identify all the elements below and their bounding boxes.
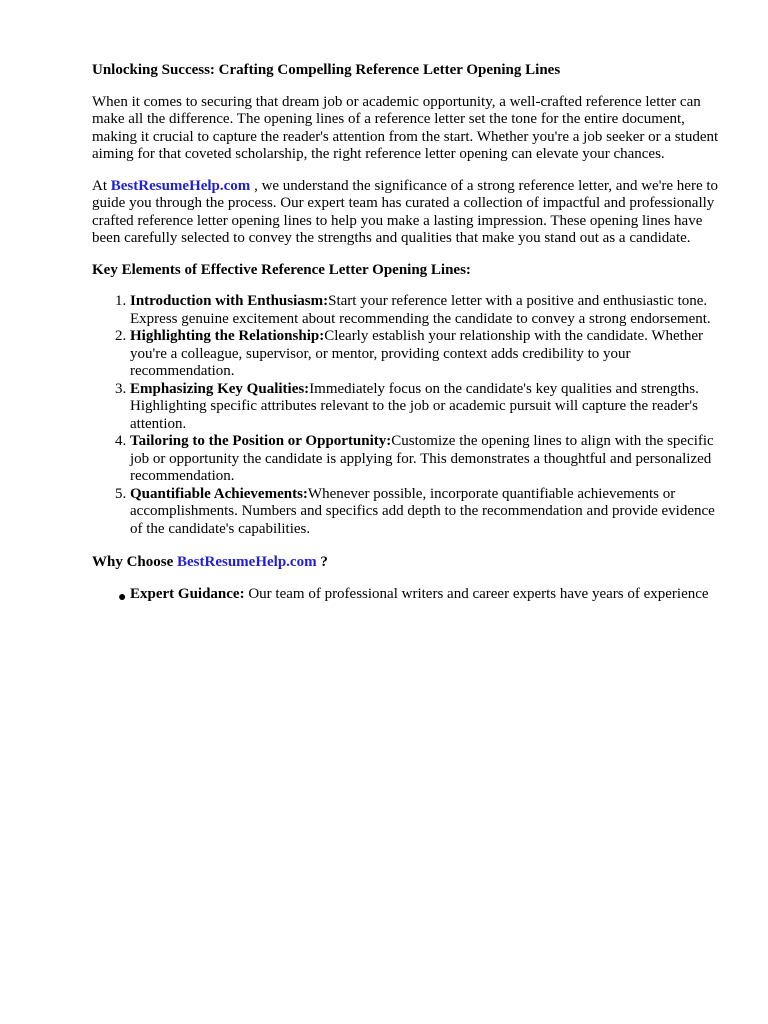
list-item <box>130 293 726 328</box>
service-paragraph <box>92 178 726 248</box>
list-item <box>118 585 726 605</box>
list-item <box>130 486 726 539</box>
list-item-text: Whenever possible, incorporate quantifiable achievements or accomplishments. Numbers and specifics add depth to the recommendation and provide evidence of the candidate's capabilities. <box>130 485 715 537</box>
bullet-icon: ● <box>118 589 127 605</box>
list-item <box>130 328 726 381</box>
list-item-text: Immediately focus on the candidate's key qualities and strengths. Highlighting specific attributes relevant to the job or academic pursuit will capture the reader's attention. <box>130 380 699 432</box>
bestresumehelp-link[interactable]: BestResumeHelp.com <box>110 177 251 194</box>
list-item <box>130 433 726 486</box>
why-choose-suffix: ? <box>316 554 328 570</box>
list-item <box>130 381 726 434</box>
list-item-text: Our team of professional writers and career experts have years of experience <box>244 585 709 602</box>
bestresumehelp-link[interactable]: BestResumeHelp.com <box>177 554 317 570</box>
list-item-label: Highlighting the Relationship: <box>130 328 325 344</box>
list-item-label: Tailoring to the Position or Opportunity: <box>130 433 392 449</box>
document-page <box>92 62 726 603</box>
key-elements-list <box>92 293 726 538</box>
key-elements-heading: Key Elements of Effective Reference Letter Opening Lines: <box>92 261 471 278</box>
document-title: Unlocking Success: Crafting Compelling Reference Letter Opening Lines <box>92 62 561 78</box>
service-paragraph-prefix: At <box>92 177 111 194</box>
list-item-label: Expert Guidance: <box>130 585 245 602</box>
list-item-label: Introduction with Enthusiasm: <box>130 293 329 309</box>
list-item-text: Start your reference letter with a positive and enthusiastic tone. Express genuine excitement about recommending the candidate to convey a strong endorsement. <box>130 293 711 327</box>
list-item-text: Customize the opening lines to align with the specific job or opportunity the candidate is applying for. This demonstrates a thoughtful and personalized recommendation. <box>130 433 714 484</box>
list-item-label: Quantifiable Achievements: <box>130 485 308 502</box>
why-choose-list <box>92 586 726 604</box>
list-item-label: Emphasizing Key Qualities: <box>130 380 310 397</box>
service-paragraph-body: , we understand the significance of a strong reference letter, and we're here to guide you through the process. Our expert team has curated a collection of impactful and professionally crafted reference letter opening lines to help you make a lasting impression. These opening lines have been carefully selected to convey the strengths and qualities that make you stand out as a candidate. <box>92 177 719 246</box>
list-item-text: Clearly establish your relationship with the candidate. Whether you're a colleague, supervisor, or mentor, providing context adds credibility to your recommendation. <box>130 328 703 379</box>
why-choose-prefix: Why Choose <box>92 554 178 570</box>
intro-paragraph: When it comes to securing that dream job or academic opportunity, a well-crafted reference letter can make all the difference. The opening lines of a reference letter set the tone for the entire document, making it crucial to capture the reader's attention from the start. Whether you're a job seeker or a student aiming for that coveted scholarship, the right reference letter opening can elevate your chances. <box>92 93 719 162</box>
why-choose-heading <box>92 554 726 572</box>
